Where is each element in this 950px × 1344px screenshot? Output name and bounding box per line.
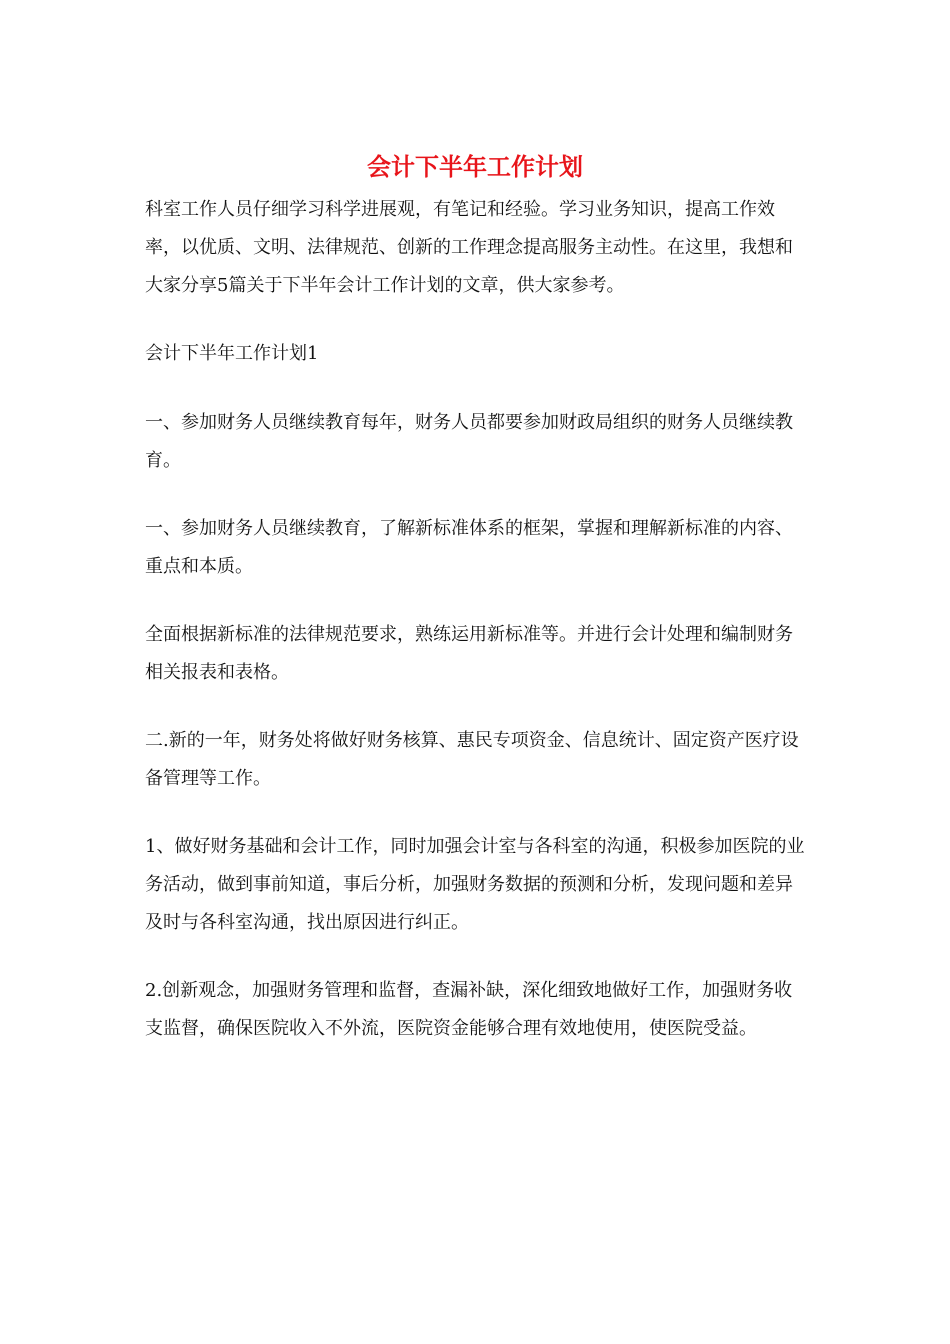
document-title: 会计下半年工作计划 <box>367 153 583 181</box>
paragraph-3: 全面根据新标准的法律规范要求，熟练运用新标准等。并进行会计处理和编制财务相关报表和表格。 <box>145 624 793 683</box>
paragraph-2: 一、参加财务人员继续教育，了解新标准体系的框架，掌握和理解新标准的内容、重点和本质。 <box>145 518 793 577</box>
intro-paragraph: 科室工作人员仔细学习科学进展观，有笔记和经验。学习业务知识，提高工作效率，以优质、文明、法律规范、创新的工作理念提高服务主动性。在这里，我想和大家分享5篇关于下半年会计工作计划的文章，供大家参考。 <box>145 199 793 296</box>
section-heading: 会计下半年工作计划1 <box>145 343 319 364</box>
paragraph-5: 1、做好财务基础和会计工作，同时加强会计室与各科室的沟通，积极参加医院的业务活动，做到事前知道，事后分析，加强财务数据的预测和分析，发现问题和差异及时与各科室沟通，找出原因进行纠正。 <box>145 836 805 933</box>
paragraph-4: 二.新的一年，财务处将做好财务核算、惠民专项资金、信息统计、固定资产医疗设备管理等工作。 <box>145 730 799 789</box>
paragraph-6: 2.创新观念，加强财务管理和监督，查漏补缺，深化细致地做好工作，加强财务收支监督，确保医院收入不外流，医院资金能够合理有效地使用，使医院受益。 <box>145 980 793 1039</box>
paragraph-1: 一、参加财务人员继续教育每年，财务人员都要参加财政局组织的财务人员继续教育。 <box>145 412 793 471</box>
